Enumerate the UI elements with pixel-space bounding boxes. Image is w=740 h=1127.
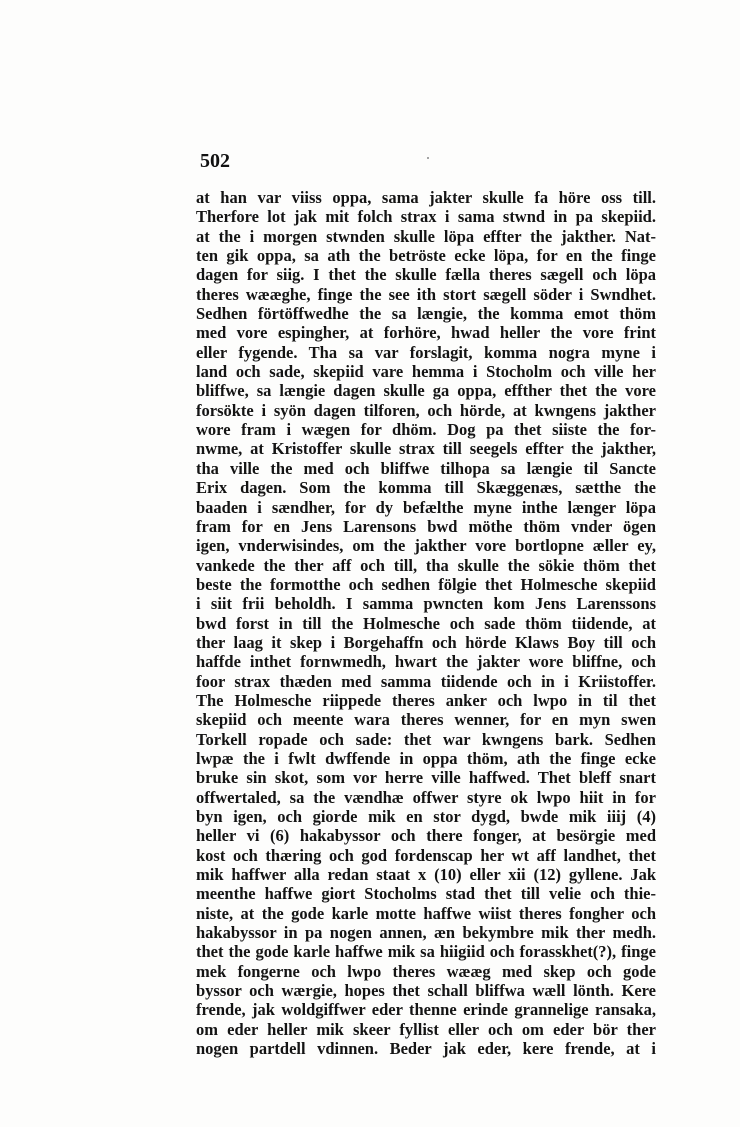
text-line: igen, vnderwisindes, om the jakther vore bortlopne æller ey, <box>196 536 656 556</box>
text-line: med vore espingher, at forhöre, hwad heller the vore frint <box>196 323 656 343</box>
text-line: niste, at the gode karle motte haffwe wiist theres fongher och <box>196 903 656 923</box>
text-line: fram for en Jens Larensons bwd möthe thöm vnder ögen <box>196 516 656 536</box>
text-line: vankede the ther aff och till, tha skulle the sökie thöm thet <box>196 555 656 575</box>
text-line: offwertaled, sa the vændhæ offwer styre ok lwpo hiit in for <box>196 787 656 807</box>
text-line: heller vi (6) hakabyssor och there fonger, at besörgie med <box>196 826 656 846</box>
text-line: thet the gode karle haffwe mik sa hiigiid och forasskhet(?), finge <box>196 942 656 962</box>
text-line: theres wææghe, finge the see ith stort sægell söder i Swndhet. <box>196 284 656 304</box>
text-line: tha ville the med och bliffwe tilhopa sa længie til Sancte <box>196 458 656 478</box>
text-line: land och sade, skepiid vare hemma i Stocholm och ville her <box>196 362 656 382</box>
text-line: nogen partdell vdinnen. Beder jak eder, kere frende, at i <box>196 1039 656 1059</box>
text-line: at han var viiss oppa, sama jakter skulle fa höre oss till. <box>196 188 656 207</box>
text-line: wore fram i wægen for dhöm. Dog pa thet siiste the for- <box>196 420 656 440</box>
text-line: mik haffwer alla redan staat x (10) eller xii (12) gyllene. Jak <box>196 865 656 885</box>
text-line: ther laag it skep i Borgehaffn och hörde Klaws Boy till och <box>196 632 656 652</box>
text-line: dagen for siig. I thet the skulle fælla theres sægell och löpa <box>196 265 656 285</box>
text-line: Torkell ropade och sade: thet war kwngens bark. Sedhen <box>196 729 656 749</box>
text-line: hakabyssor in pa nogen annen, æn bekymbre mik ther medh. <box>196 923 656 943</box>
text-line: forsökte i syön dagen tilforen, och hörde, at kwngens jakther <box>196 400 656 420</box>
text-line: meenthe haffwe giort Stocholms stad thet till velie och thie- <box>196 884 656 904</box>
text-line: i siit frii beholdh. I samma pwncten kom Jens Larenssons <box>196 594 656 614</box>
text-line: Erix dagen. Som the komma till Skæggenæs, sætthe the <box>196 478 656 498</box>
text-line: bliffwe, sa længie dagen skulle ga oppa, effther thet the vore <box>196 381 656 401</box>
text-line: Therfore lot jak mit folch strax i sama stwnd in pa skepiid. <box>196 207 656 227</box>
text-line: beste the formotthe och sedhen fölgie thet Holmesche skepiid <box>196 574 656 594</box>
text-line: ten gik oppa, sa ath the betröste ecke löpa, for en the finge <box>196 246 656 266</box>
text-line: byn igen, och giorde mik en stor dygd, bwde mik iiij (4) <box>196 807 656 826</box>
text-line: foor strax thæden med samma tiidende och in i Kriistoffer. <box>196 671 656 691</box>
page-number: 502 <box>200 150 230 172</box>
text-line: mek fongerne och lwpo theres wææg med skep och gode <box>196 961 656 981</box>
text-line: byssor och wærgie, hopes thet schall bliffwa wæll lönth. Kere <box>196 981 656 1001</box>
text-line: bwd forst in till the Holmesche och sade thöm tiidende, at <box>196 613 656 633</box>
text-line: frende, jak woldgiffwer eder thenne erinde grannelige ransaka, <box>196 1000 656 1020</box>
text-line: bruke sin skot, som vor herre ville haffwed. Thet bleff snart <box>196 768 656 788</box>
text-line: haffde inthet fornwmedh, hwart the jakter wore bliffne, och <box>196 652 656 672</box>
text-line: om eder heller mik skeer fyllist eller och om eder bör ther <box>196 1019 656 1039</box>
text-line: eller fygende. Tha sa var forslagit, komma nogra myne i <box>196 342 656 362</box>
text-line: Sedhen förtöffwedhe the sa længie, the komma emot thöm <box>196 304 656 324</box>
text-line: nwme, at Kristoffer skulle strax till seegels effter the jakther, <box>196 439 656 459</box>
text-line: The Holmesche riippede theres anker och lwpo in til thet <box>196 690 656 710</box>
text-line: at the i morgen stwnden skulle löpa effter the jakther. Nat- <box>196 226 656 246</box>
ink-speck <box>427 157 429 159</box>
text-line: kost och thæring och god fordenscap her wt aff landhet, thet <box>196 845 656 865</box>
text-line: baaden i sændher, for dy befælthe myne inthe længer löpa <box>196 497 656 517</box>
text-line: skepiid och meente wara theres wenner, for en myn swen <box>196 710 656 730</box>
text-line: lwpæ the i fwlt dwffende in oppa thöm, ath the finge ecke <box>196 748 656 768</box>
body-text <box>196 188 656 1058</box>
